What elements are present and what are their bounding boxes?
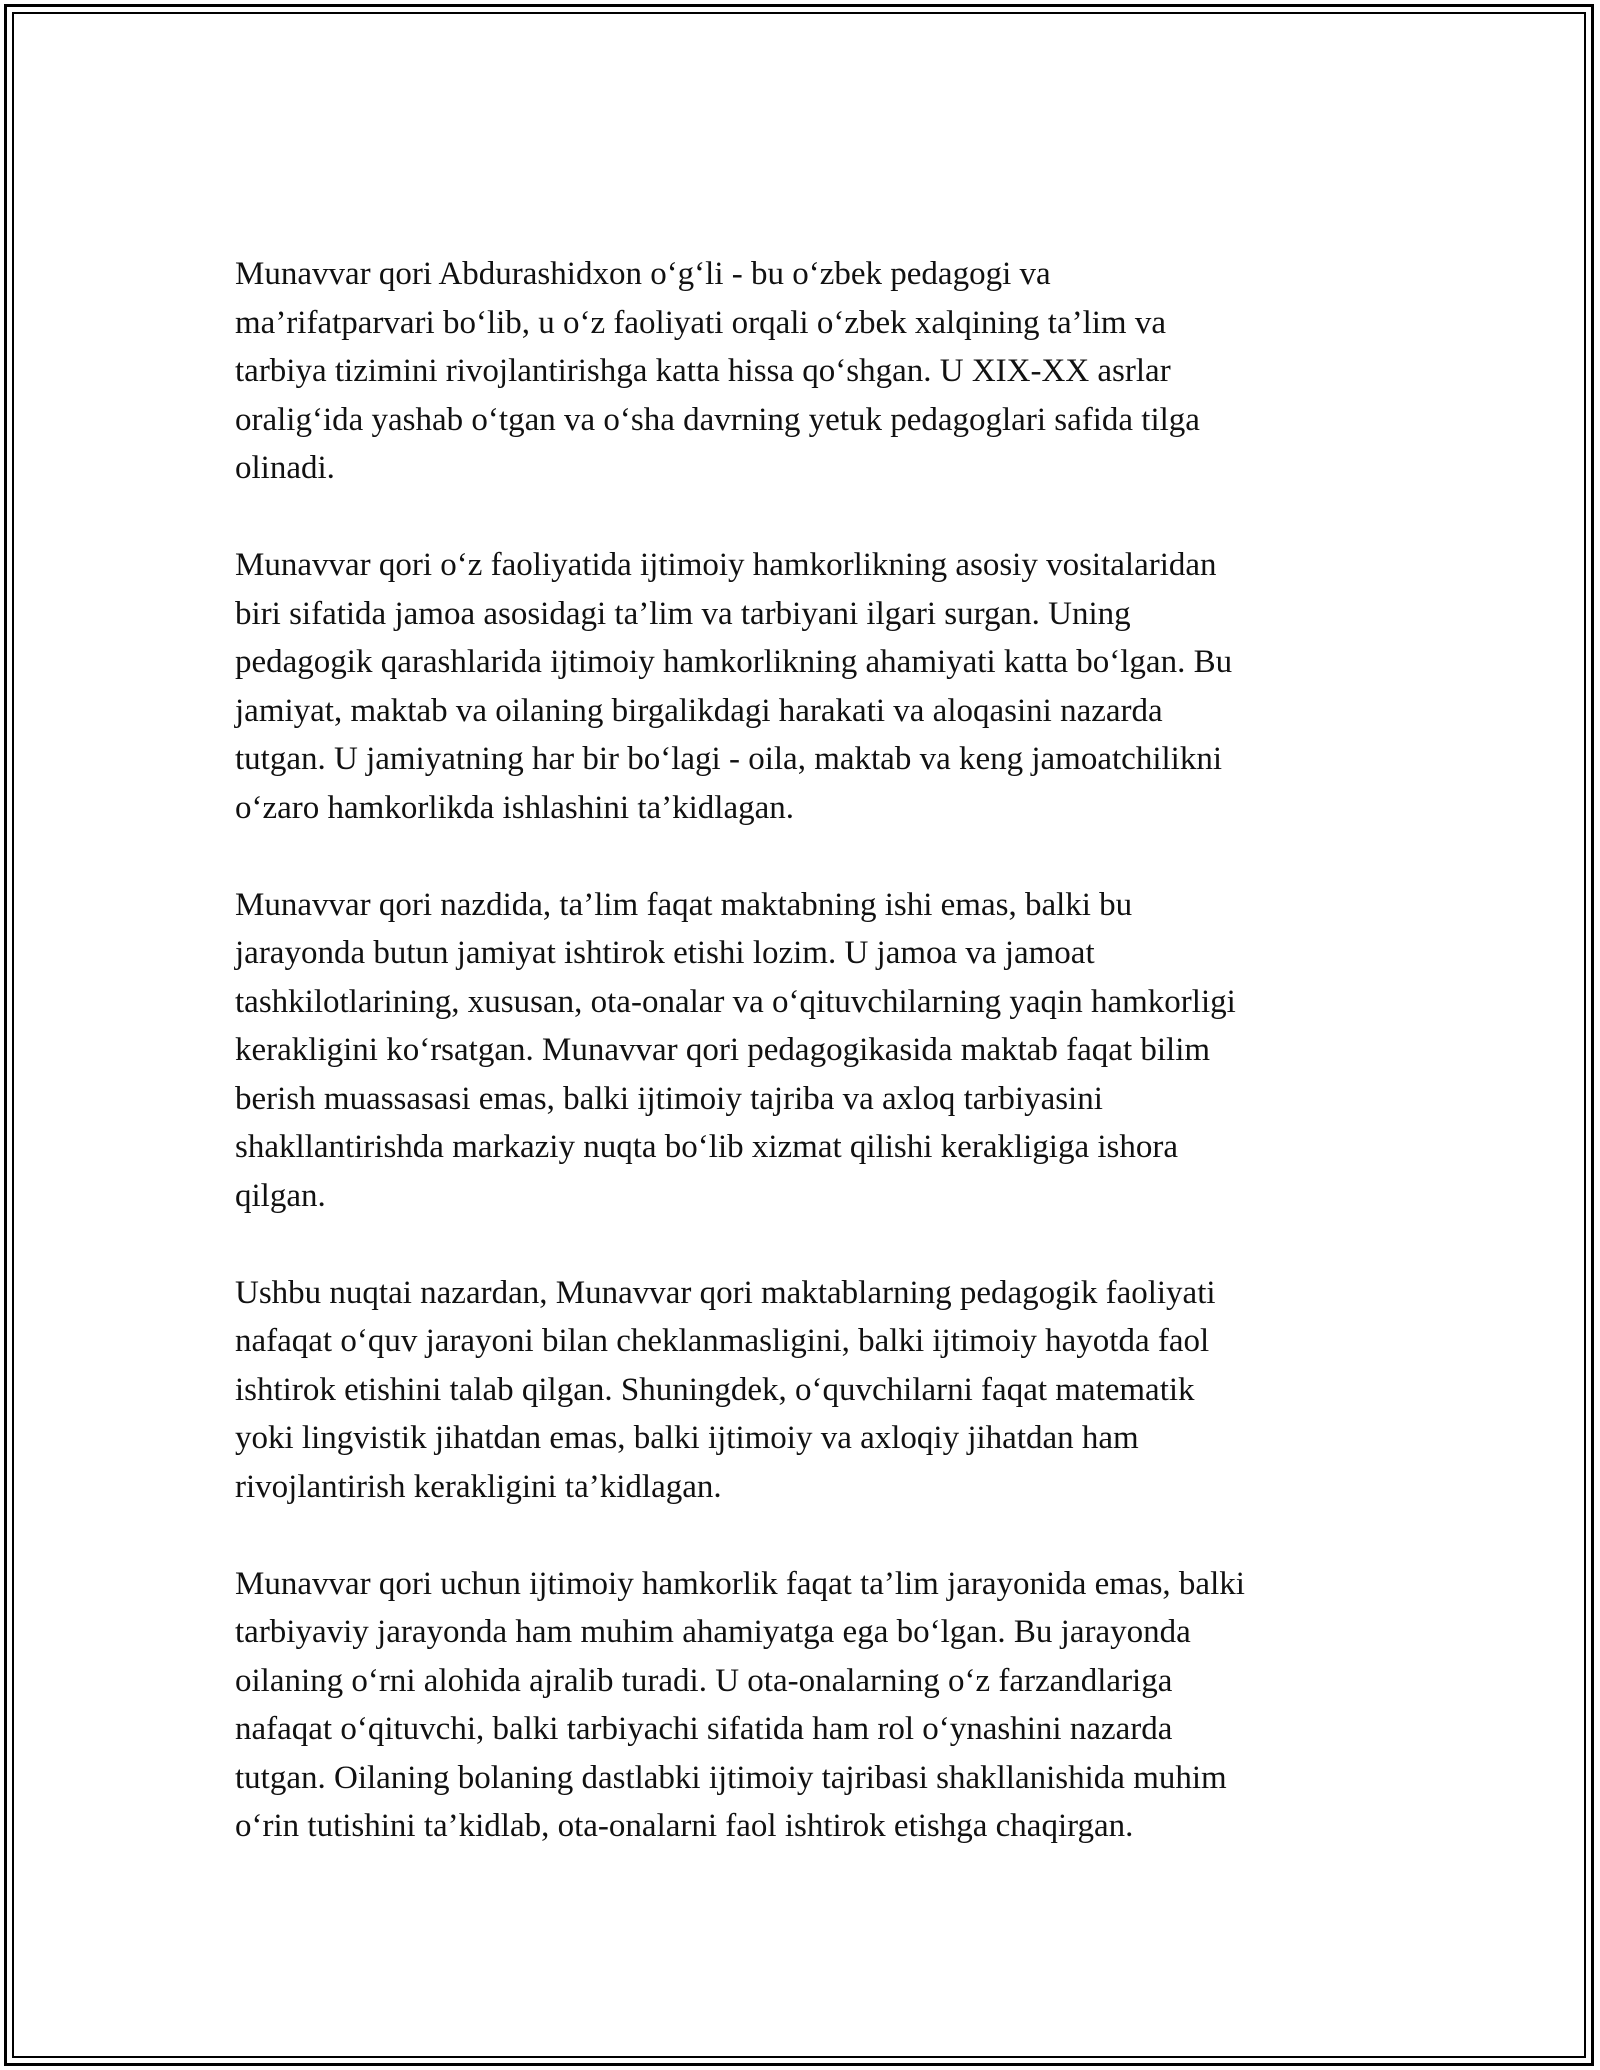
text-line: olinadi.: [235, 450, 335, 486]
paragraph-2: [235, 541, 1375, 832]
text-line: shakllantirishda markaziy nuqta bo‘lib xizmat qilishi kerakligiga ishora: [235, 1129, 1179, 1165]
text-line: biri sifatida jamoa asosidagi ta’lim va tarbiyani ilgari surgan. Uning: [235, 595, 1131, 632]
text-line: ma’rifatparvari bo‘lib, u o‘z faoliyati orqali o‘zbek xalqining ta’lim va: [235, 304, 1166, 341]
text-line: o‘rin tutishini ta’kidlab, ota-onalarni faol ishtirok etishga chaqirgan.: [235, 1808, 1134, 1844]
text-line: tarbiyaviy jarayonda ham muhim ahamiyatga ega bo‘lgan. Bu jarayonda: [235, 1614, 1191, 1650]
paragraph-4: [235, 1269, 1375, 1512]
text-line: pedagogik qarashlarida ijtimoiy hamkorlikning ahamiyati katta bo‘lgan. Bu: [235, 644, 1233, 680]
text-line: berish muassasasi emas, balki ijtimoiy tajriba va axloq tarbiyasini: [235, 1080, 1103, 1117]
text-line: Munavvar qori nazdida, ta’lim faqat maktabning ishi emas, balki bu: [235, 886, 1133, 923]
text-line: Munavvar qori o‘z faoliyatida ijtimoiy hamkorlikning asosiy vositalaridan: [235, 547, 1217, 583]
text-line: kerakligini ko‘rsatgan. Munavvar qori pedagogikasida maktab faqat bilim: [235, 1032, 1211, 1068]
text-line: nafaqat o‘quv jarayoni bilan cheklanmasligini, balki ijtimoiy hayotda faol: [235, 1323, 1210, 1359]
text-line: qilgan.: [235, 1177, 326, 1214]
text-line: jamiyat, maktab va oilaning birgalikdagi harakati va aloqasini nazarda: [235, 692, 1163, 729]
paragraph-1: [235, 250, 1375, 493]
text-line: nafaqat o‘qituvchi, balki tarbiyachi sifatida ham rol o‘ynashini nazarda: [235, 1711, 1173, 1747]
document-body: [235, 250, 1375, 1899]
text-line: Munavvar qori uchun ijtimoiy hamkorlik faqat ta’lim jarayonida emas, balki: [235, 1565, 1245, 1602]
text-line: yoki lingvistik jihatdan emas, balki ijtimoiy va axloqiy jihatdan ham: [235, 1420, 1139, 1456]
text-line: Ushbu nuqtai nazardan, Munavvar qori maktablarning pedagogik faoliyati: [235, 1274, 1216, 1311]
text-line: rivojlantirish kerakligini ta’kidlagan.: [235, 1468, 722, 1505]
paragraph-3: [235, 881, 1375, 1221]
text-line: oilaning o‘rni alohida ajralib turadi. U ota-onalarning o‘z farzandlariga: [235, 1662, 1173, 1699]
text-line: tutgan. Oilaning bolaning dastlabki ijtimoiy tajribasi shakllanishida muhim: [235, 1759, 1227, 1796]
text-line: jarayonda butun jamiyat ishtirok etishi lozim. U jamoa va jamoat: [235, 935, 1095, 971]
text-line: tutgan. U jamiyatning har bir bo‘lagi - oila, maktab va keng jamoatchilikni: [235, 741, 1222, 777]
text-line: Munavvar qori Abdurashidxon o‘g‘li - bu o‘zbek pedagogi va: [235, 256, 1051, 292]
text-line: tarbiya tizimini rivojlantirishga katta hissa qo‘shgan. U XIX-XX asrlar: [235, 353, 1171, 389]
text-line: ishtirok etishini talab qilgan. Shuningdek, o‘quvchilarni faqat matematik: [235, 1371, 1195, 1408]
paragraph-5: [235, 1560, 1375, 1851]
text-line: tashkilotlarining, xususan, ota-onalar va o‘qituvchilarning yaqin hamkorligi: [235, 983, 1236, 1020]
text-line: oralig‘ida yashab o‘tgan va o‘sha davrning yetuk pedagoglari safida tilga: [235, 401, 1200, 438]
text-line: o‘zaro hamkorlikda ishlashini ta’kidlagan.: [235, 789, 795, 826]
